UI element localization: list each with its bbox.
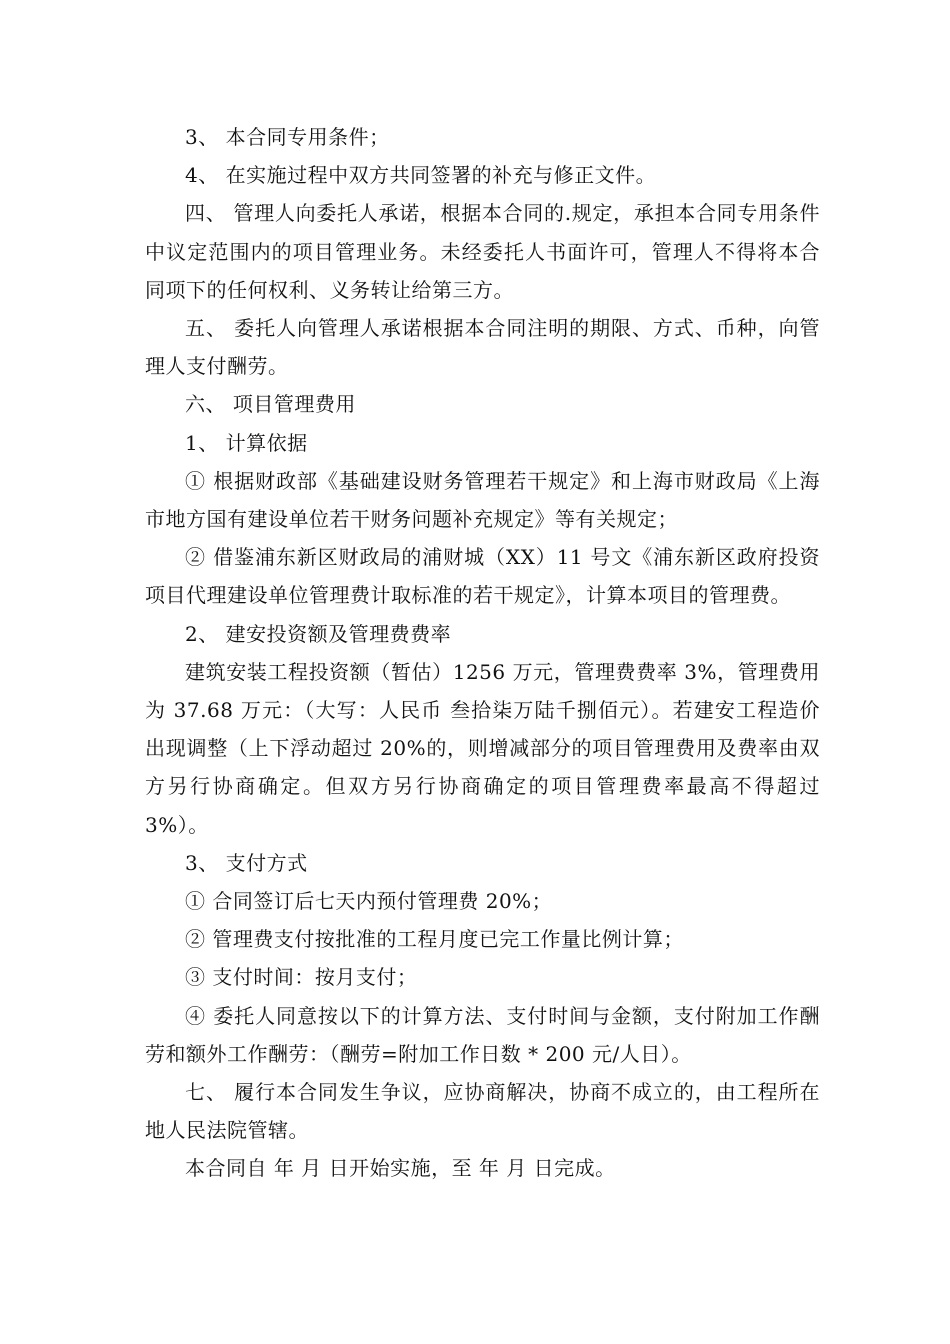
article-5-client-commitment: 五、 委托人向管理人承诺根据本合同注明的期限、方式、币种，向管理人支付酬劳。	[145, 316, 820, 379]
article-6-heading: 六、 项目管理费用	[185, 392, 356, 417]
article-4-manager-commitment: 四、 管理人向委托人承诺，根据本合同的.规定，承担本合同专用条件中议定范围内的项目管理业务。未经委托人书面许可，管理人不得将本合同项下的任何权利、义务转让给第三方。	[145, 201, 820, 302]
section-2-heading: 2、 建安投资额及管理费费率	[185, 621, 452, 646]
investment-and-fee-paragraph: 建筑安装工程投资额（暂估）1256 万元，管理费费率 3%，管理费用为 37.68 万元：（大写：人民币 叁拾柒万陆千捌佰元）。若建安工程造价出现调整（上下浮动超过 20%的，则增减部分的项目管理费用及费率由双方另行协商确定。但双方另行协商确定的项目管理费率最高不得超过 3%）。	[145, 659, 820, 837]
article-7-dispute: 七、 履行本合同发生争议，应协商解决，协商不成立的，由工程所在地人民法院管辖。	[145, 1080, 820, 1143]
clause-3-special-conditions: 3、 本合同专用条件；	[185, 125, 390, 149]
payment-item-1: ① 合同签订后七天内预付管理费 20%；	[185, 889, 553, 914]
contract-period: 本合同自 年 月 日开始实施，至 年 月 日完成。	[185, 1156, 616, 1181]
section-3-heading: 3、 支付方式	[185, 850, 308, 875]
payment-item-2: ② 管理费支付按批准的工程月度已完工作量比例计算；	[185, 927, 684, 952]
payment-item-4: ④ 委托人同意按以下的计算方法、支付时间与金额，支付附加工作酬劳和额外工作酬劳：（酬劳=附加工作日数 * 200 元/人日）。	[145, 1003, 820, 1066]
basis-item-1: ① 根据财政部《基础建设财务管理若干规定》和上海市财政局《上海市地方国有建设单位若干财务问题补充规定》等有关规定；	[145, 468, 820, 532]
section-1-heading: 1、 计算依据	[185, 430, 308, 455]
basis-item-2: ② 借鉴浦东新区财政局的浦财城（XX）11 号文《浦东新区政府投资项目代理建设单位管理费计取标准的若干规定》，计算本项目的管理费。	[145, 545, 820, 608]
payment-item-3: ③ 支付时间：按月支付；	[185, 965, 418, 990]
clause-4-supplement-documents: 4、 在实施过程中双方共同签署的补充与修正文件。	[185, 163, 657, 188]
document-body	[145, 118, 820, 1188]
